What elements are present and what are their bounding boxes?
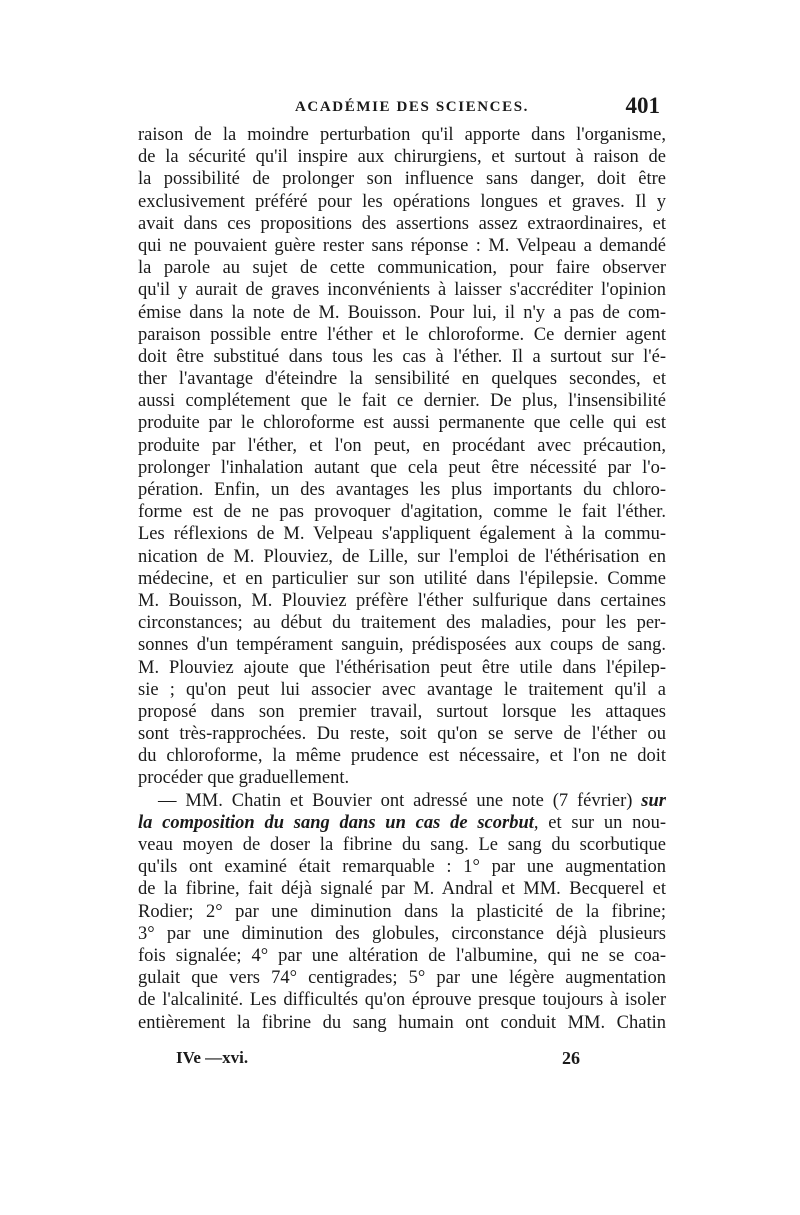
- text-fragment: — MM. Chatin et Bouvier ont adressé une note (7 février): [158, 790, 642, 811]
- text-line: de l'alcalinité. Les difficultés qu'on éprouve presque toujours à isoler: [138, 990, 666, 1011]
- text-line: aussi complétement que le fait ce dernier. De plus, l'insensibilité: [138, 391, 666, 412]
- text-line: médecine, et en particulier sur son utilité dans l'épilepsie. Comme: [138, 568, 666, 589]
- page-number: 401: [625, 93, 660, 118]
- text-line: circonstances; au début du traitement des maladies, pour les per-: [138, 613, 666, 634]
- text-line: pération. Enfin, un des avantages les plus importants du chloro-: [138, 480, 666, 500]
- text-line: forme est de ne pas provoquer d'agitation, comme le fait l'éther.: [138, 502, 666, 523]
- running-title: ACADÉMIE DES SCIENCES.: [295, 99, 529, 115]
- text-line: sont très-rapprochées. Du reste, soit qu'on se serve de l'éther ou: [138, 724, 666, 745]
- text-line: Rodier; 2° par une diminution dans la plasticité de la fibrine;: [138, 901, 666, 922]
- text-line: produite par l'éther, et l'on peut, en procédant avec précaution,: [138, 435, 666, 456]
- text-line: paraison possible entre l'éther et le chloroforme. Ce dernier agent: [138, 324, 666, 345]
- text-line: qu'ils ont examiné était remarquable : 1° par une augmentation: [138, 857, 666, 878]
- text-line: sonnes d'un tempérament sanguin, prédisposées aux coups de sang.: [138, 635, 666, 656]
- text-line: qu'il y aurait de graves inconvénients à laisser s'accréditer l'opinion: [138, 280, 666, 301]
- text-line: gulait que vers 74° centigrades; 5° par une légère augmentation: [138, 968, 666, 989]
- text-line: émise dans la note de M. Bouisson. Pour lui, il n'y a pas de com-: [138, 302, 666, 323]
- signature-mark: IVe —xvi.: [176, 1048, 249, 1067]
- text-line: exclusivement préféré pour les opérations longues et graves. Il y: [138, 191, 666, 212]
- text-line: proposé dans son premier travail, surtout lorsque les attaques: [138, 701, 666, 722]
- paragraph-end-line: procéder que graduellement.: [138, 768, 350, 789]
- text-line: la parole au sujet de cette communication, pour faire observer: [138, 258, 666, 279]
- text-line: prolonger l'inhalation autant que cela peut être nécessité par l'o-: [138, 457, 666, 478]
- text-line: Les réflexions de M. Velpeau s'appliquent également à la commu-: [138, 524, 666, 545]
- text-line: qui ne pouvaient guère rester sans réponse : M. Velpeau a demandé: [138, 235, 666, 256]
- text-line: de la sécurité qu'il inspire aux chirurgiens, et surtout à raison de: [138, 147, 666, 168]
- italic-title-fragment: la composition du sang dans un cas de scorbut: [138, 812, 534, 833]
- text-line: avait dans ces propositions des assertions assez extraordinaires, et: [138, 213, 666, 234]
- text-line: de la fibrine, fait déjà signalé par M. Andral et MM. Becquerel et: [138, 879, 666, 900]
- text-line: veau moyen de doser la fibrine du sang. Le sang du scorbutique: [138, 835, 666, 855]
- text-line: sie ; qu'on peut lui associer avec avantage le traitement qu'il a: [138, 679, 666, 700]
- text-line: la possibilité de prolonger son influence sans danger, doit être: [138, 169, 666, 190]
- page-footer: [138, 1048, 666, 1074]
- text-line: ther l'avantage d'éteindre la sensibilité en quelques secondes, et: [138, 369, 666, 390]
- running-head: [140, 93, 660, 127]
- body-text: [138, 124, 666, 1034]
- text-line: M. Bouisson, M. Plouviez préfère l'éther sulfurique dans certaines: [138, 590, 666, 611]
- text-line: 3° par une diminution des globules, circonstance déjà plusieurs: [138, 923, 666, 944]
- paragraph-start-line: [138, 790, 666, 812]
- text-line: du chloroforme, la même prudence est nécessaire, et l'on ne doit: [138, 746, 666, 767]
- text-fragment: , et sur un nou-: [533, 812, 667, 833]
- text-line: doit être substitué dans tous les cas à l'éther. Il a surtout sur l'é-: [138, 346, 666, 367]
- text-line: entièrement la fibrine du sang humain ont conduit MM. Chatin: [138, 1012, 666, 1033]
- text-line: M. Plouviez ajoute que l'éthérisation peut être utile dans l'épilep-: [138, 657, 666, 678]
- signature-number: 26: [562, 1048, 580, 1068]
- text-line: [138, 812, 666, 834]
- text-line: fois signalée; 4° par une altération de l'albumine, qui ne se coa-: [138, 945, 666, 966]
- text-line: nication de M. Plouviez, de Lille, sur l'emploi de l'éthérisation en: [138, 546, 666, 567]
- text-line: raison de la moindre perturbation qu'il apporte dans l'organisme,: [138, 125, 666, 145]
- italic-title-fragment: sur: [641, 790, 666, 811]
- text-line: produite par le chloroforme est aussi permanente que celle qui est: [138, 413, 666, 434]
